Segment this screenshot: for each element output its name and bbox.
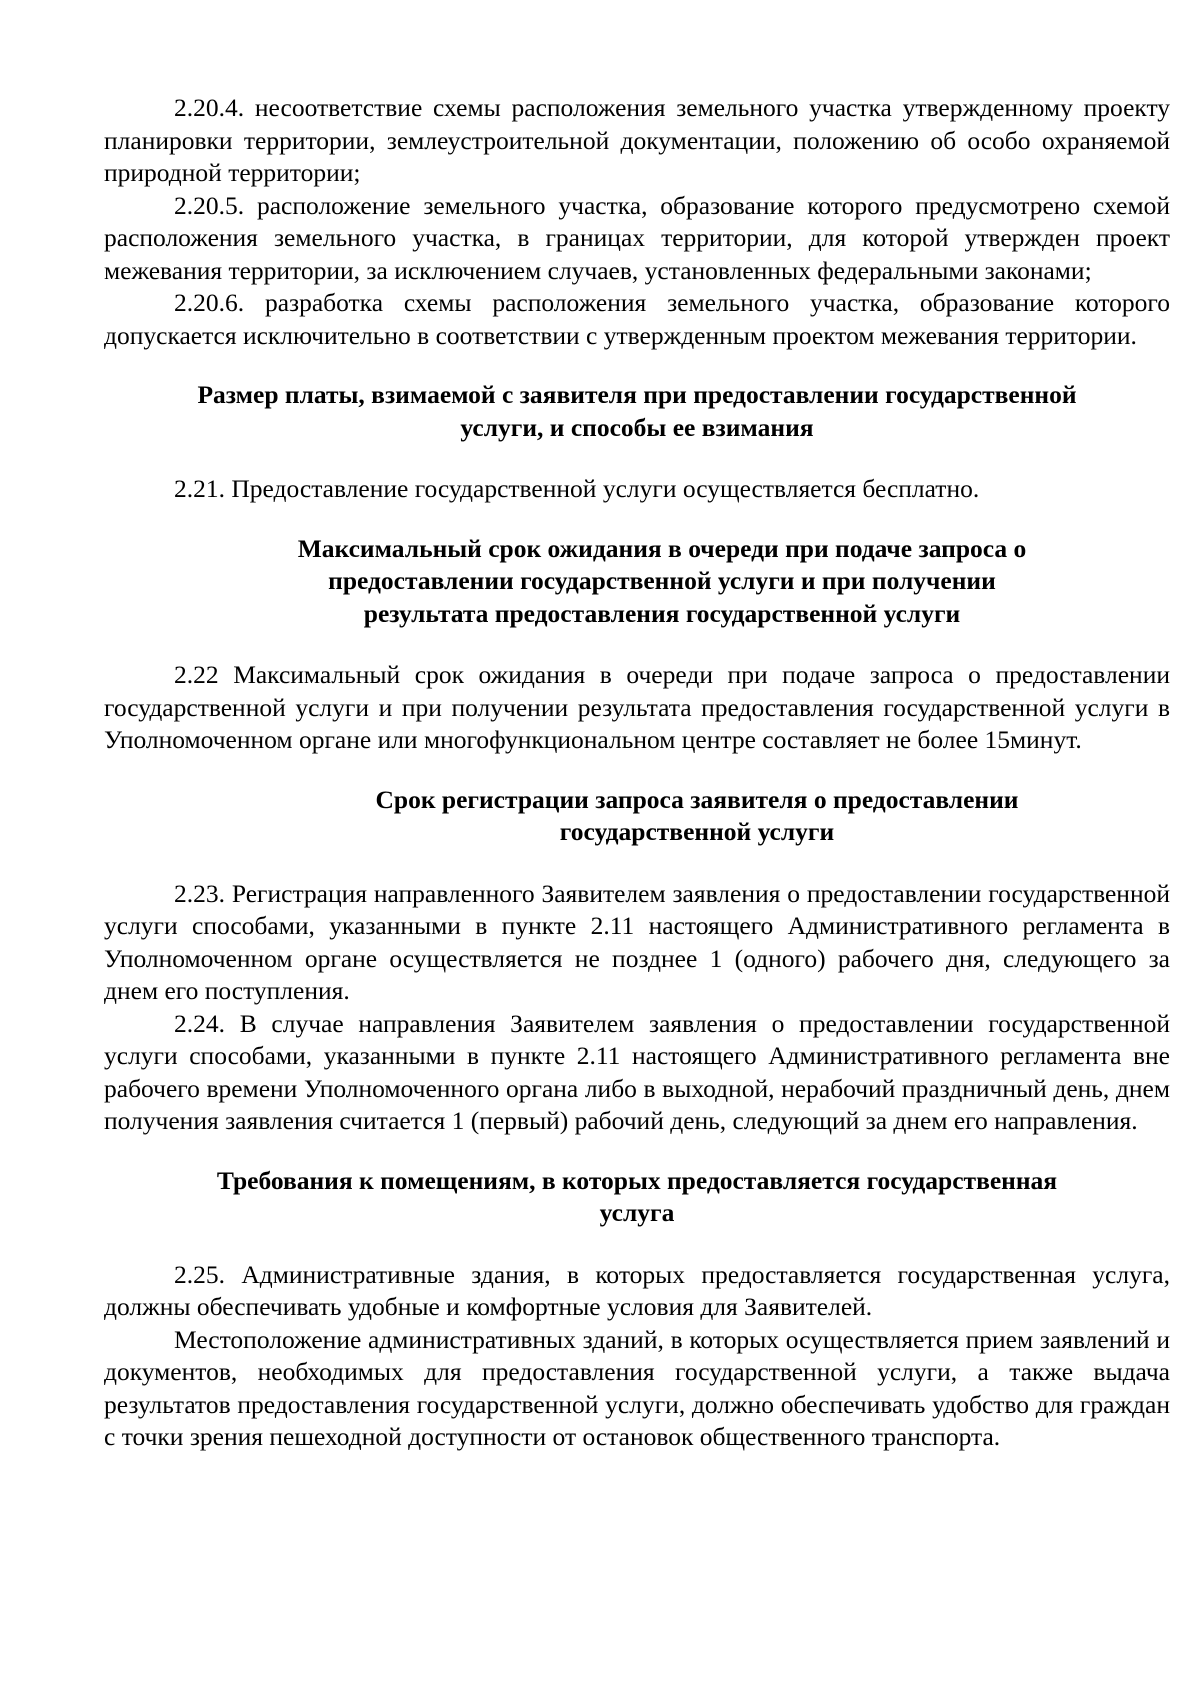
heading-premises-line-2: услуга <box>599 1198 675 1227</box>
paragraph-2-20-5: 2.20.5. расположение земельного участка, образование которого предусмотрено схемой расположения земельного участка, в границах территории, для которой утвержден проект межевания территории, за исключением случаев, установленных федеральными законами; <box>104 190 1170 285</box>
heading-queue-line-3: результата предоставления государственной услуги <box>363 598 961 628</box>
heading-fee-line-1: Размер платы, взимаемой с заявителя при предоставлении государственной <box>197 380 1077 409</box>
heading-queue <box>104 533 1170 631</box>
paragraph-location: Местоположение административных зданий, в которых осуществляется прием заявлений и документов, необходимых для предоставления государственной услуги, а также выдача результатов предоставления государственной услуги, должно обеспечивать удобство для граждан с точки зрения пешеходной доступности от остановок общественного транспорта. <box>104 1324 1170 1451</box>
heading-registration <box>104 784 1170 849</box>
heading-premises <box>104 1165 1170 1230</box>
spacer <box>104 444 1170 473</box>
heading-fee <box>104 379 1170 444</box>
spacer <box>104 1230 1170 1259</box>
spacer <box>104 1138 1170 1165</box>
paragraph-2-20-4: 2.20.4. несоответствие схемы расположения земельного участка утвержденному проекту планировки территории, землеустроительной документации, положению об особо охраняемой природной территории; <box>104 93 1170 187</box>
heading-queue-line-1: Максимальный срок ожидания в очереди при подаче запроса о <box>297 533 1027 563</box>
paragraph-2-24: 2.24. В случае направления Заявителем заявления о предоставлении государственной услуги способами, указанными в пункте 2.11 настоящего Административного регламента вне рабочего времени Уполномоченного органа либо в выходной, нерабочий праздничный день, днем получения заявления считается 1 (первый) рабочий день, следующий за днем его направления. <box>104 1008 1170 1135</box>
heading-registration-line-2: государственной услуги <box>559 817 835 846</box>
spacer <box>104 849 1170 878</box>
spacer <box>104 506 1170 533</box>
paragraph-2-20-6: 2.20.6. разработка схемы расположения земельного участка, образование которого допускается исключительно в соответствии с утвержденным проектом межевания территории. <box>104 288 1170 350</box>
paragraph-2-21: 2.21. Предоставление государственной услуги осуществляется бесплатно. <box>174 474 980 503</box>
heading-fee-line-2: услуги, и способы ее взимания <box>460 412 814 442</box>
spacer <box>104 757 1170 784</box>
paragraph-2-25: 2.25. Административные здания, в которых предоставляется государственная услуга, должны обеспечивать удобные и комфортные условия для Заявителей. <box>104 1259 1170 1321</box>
heading-queue-line-2: предоставлении государственной услуги и при получении <box>328 566 996 595</box>
spacer <box>104 352 1170 379</box>
spacer <box>104 630 1170 659</box>
heading-premises-line-1: Требования к помещениям, в которых предоставляется государственная <box>216 1165 1058 1195</box>
heading-registration-line-1: Срок регистрации запроса заявителя о предоставлении <box>375 784 1019 814</box>
paragraph-2-23: 2.23. Регистрация направленного Заявителем заявления о предоставлении государственной услуги способами, указанными в пункте 2.11 настоящего Административного регламента в Уполномоченном органе осуществляется не позднее 1 (одного) рабочего дня, следующего за днем его поступления. <box>104 878 1170 1005</box>
document-body <box>104 92 1170 1454</box>
paragraph-2-22: 2.22 Максимальный срок ожидания в очереди при подаче запроса о предоставлении государственной услуги и при получении результата предоставления государственной услуги в Уполномоченном органе или многофункциональном центре составляет не более 15минут. <box>104 660 1170 754</box>
